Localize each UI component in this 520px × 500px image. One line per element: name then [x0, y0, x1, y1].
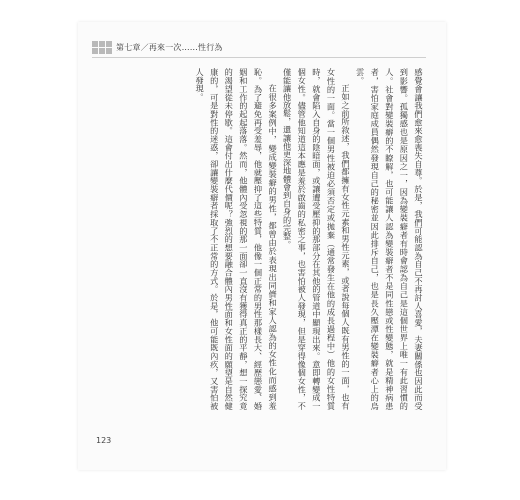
paragraph-2: 正如之前所敘述，我們都擁有女性元素和男性元素，或者說每個人既有男性的一面，也有女性的一面。當一個男性被迫必須否定或拋棄（通常發生在他的成長過程中）他的女性特質時，就會陷入自身的陰暗面，或讓遭受壓抑的那部分在其他的管道中顯現出來。意即轉變成一個女性。儘管他知道這本應是羞於啟齒的私密之事，也害怕被人發現，但是穿得像個女性，不僅能讓他放鬆，還讓他更深地體會到自身的完整。 [282, 68, 352, 410]
grid-ornament-icon [92, 41, 112, 54]
body-text [92, 68, 426, 410]
page-number: 123 [96, 436, 112, 445]
header-divider [92, 57, 426, 58]
running-header [92, 40, 223, 54]
paragraph-3: 在很多案例中，變成變裝癖的男性，都曾由於表現出同儕和家人認為的女性化而感到羞恥。為了避免再受羞辱，他就壓抑了這些特質，他像一個正常的男性那樣長大、經歷戀愛、婚姻和工作的起起落落。然而，他體內受忽視的那一面卻一直沒有獲得真正的平靜，想一探究竟的渴望從未停歇。這會付出什麼代價呢？強烈的想要融合體內男性面和女性面的願望是自然健康的，可是對性的迷惑，卻讓變裝癖者採取了不正常的方式。於是，他可能既內疚，又害怕被人發現。 [195, 68, 279, 410]
chapter-title: 第七章／再來一次……性行為 [116, 42, 223, 52]
paragraph-1: 感覺會讓我們愈來愈喪失自尊。於是，我們可能認為自己不再討人喜愛，夫妻關係也因此而受到影響。孤獨感也是原因之一，因為變裝癖者有時會認為自己是這個世界上唯一有此習慣的人。社會對變裝癖的不瞭解，也可能讓人認為變裝癖者不是同性戀或性變態，就是精神病患者，害怕家庭成員偶然發現自己的秘密並因此排斥自己，也是長久壓潭在變裝癖者心上的烏雲。 [355, 68, 424, 410]
